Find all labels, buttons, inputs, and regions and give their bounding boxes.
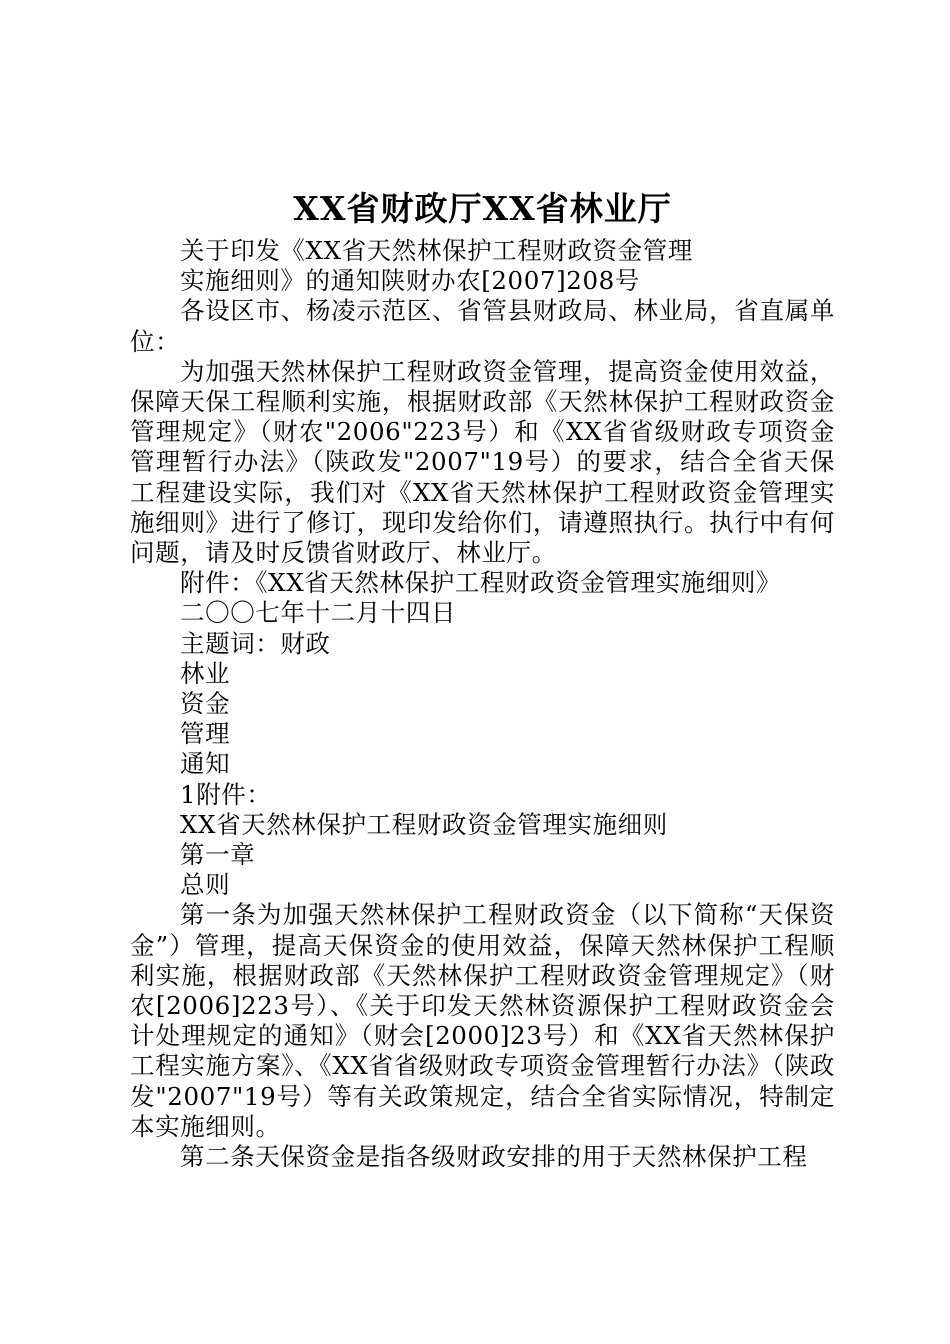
chapter-number: 第一章: [180, 840, 256, 870]
attachment-heading: 1附件：: [180, 779, 272, 809]
document-title: XX省财政厅XX省林业厅: [293, 189, 672, 228]
addressee: 各设区市、杨凌示范区、省管县财政局、林业局，省直属单位：: [130, 296, 835, 356]
subject-line-1: 关于印发《XX省天然林保护工程财政资金管理: [180, 236, 693, 265]
keyword-item: 资金: [180, 689, 231, 719]
keywords-label: 主题词：财政: [180, 628, 331, 658]
keyword-item: 管理: [180, 719, 231, 749]
article-2: 第二条天保资金是指各级财政安排的用于天然林保护工程: [180, 1142, 808, 1172]
article-1: 第一条为加强天然林保护工程财政资金（以下简称“天保资金”）管理，提高天保资金的使用效益，保障天然林保护工程顺利实施，根据财政部《天然林保护工程财政资金管理规定》（财农[2006]223号）、《关于印发天然林资源保护工程财政资金会计处理规定的通知》（财会[2000]23号）和《XX省天然林保护工程实施方案》、《XX省省级财政专项资金管理暂行办法》（陕政发"2007"19号）等有关政策规定，结合全省实际情况，特制定本实施细则。: [130, 900, 835, 1141]
chapter-title: 总则: [180, 870, 231, 900]
body-paragraph: 为加强天然林保护工程财政资金管理，提高资金使用效益，保障天保工程顺利实施，根据财政部《天然林保护工程财政资金管理规定》（财农"2006"223号）和《XX省省级财政专项资金管理暂行办法》（陕政发"2007"19号）的要求，结合全省天保工程建设实际，我们对《XX省天然林保护工程财政资金管理实施细则》进行了修订，现印发给你们，请遵照执行。执行中有何问题，请及时反馈省财政厅、林业厅。: [130, 356, 835, 568]
issue-date: 二〇〇七年十二月十四日: [180, 598, 457, 628]
subject-line-2: 实施细则》的通知陕财办农[2007]208号: [180, 266, 640, 296]
document-page: [130, 186, 835, 1172]
keyword-item: 林业: [180, 658, 231, 688]
attachment-note: 附件：《XX省天然林保护工程财政资金管理实施细则》: [180, 568, 782, 598]
attachment-title: XX省天然林保护工程财政资金管理实施细则: [180, 809, 668, 839]
keyword-item: 通知: [180, 749, 231, 779]
